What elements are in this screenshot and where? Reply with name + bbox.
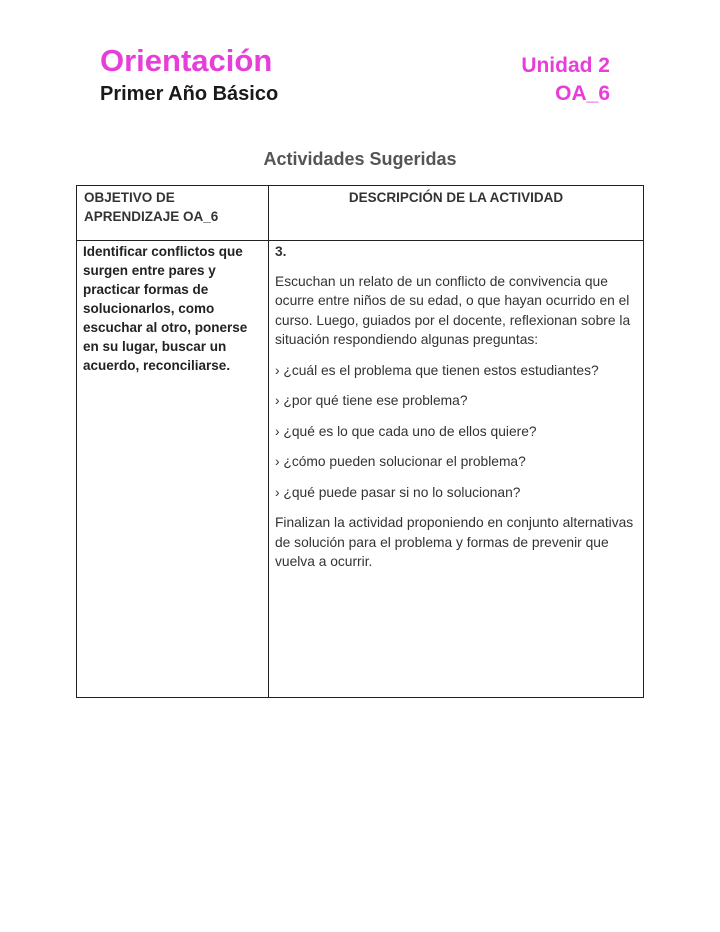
question-item: › ¿qué puede pasar si no lo solucionan?	[275, 484, 521, 500]
subject-title: Orientación	[100, 43, 273, 78]
question-item: › ¿qué es lo que cada uno de ellos quiere?	[275, 423, 537, 439]
grade-subtitle: Primer Año Básico	[100, 83, 279, 105]
activity-number: 3.	[275, 244, 287, 259]
header-description: DESCRIPCIÓN DE LA ACTIVIDAD	[269, 186, 644, 241]
header-right	[521, 52, 610, 107]
table-body-row	[77, 241, 644, 698]
unit-label: Unidad 2	[521, 54, 610, 77]
activity-description	[269, 241, 644, 698]
section-title: Actividades Sugeridas	[263, 149, 457, 169]
activity-intro: Escuchan un relato de un conflicto de convivencia que ocurre entre niños de su edad, o que hayan ocurrido en el curso. Luego, guiados por el docente, reflexionan sobre la situación respondiendo algunas preguntas:	[275, 273, 631, 347]
activity-table	[76, 185, 644, 698]
objective-text: Identificar conflictos que surgen entre pares y practicar formas de solucionarlos, como escuchar al otro, ponerse en su lugar, buscar un acuerdo, reconciliarse.	[77, 241, 269, 698]
header-left	[100, 42, 278, 107]
table-header-row	[77, 186, 644, 241]
oa-label: OA_6	[555, 82, 610, 105]
question-item: › ¿cuál es el problema que tienen estos estudiantes?	[275, 362, 599, 378]
question-item: › ¿por qué tiene ese problema?	[275, 393, 468, 408]
activity-closing: Finalizan la actividad proponiendo en conjunto alternativas de solución para el problema y formas de prevenir que vuelva a ocurrir.	[275, 515, 634, 569]
header-objective: OBJETIVO DE APRENDIZAJE OA_6	[77, 186, 269, 241]
question-item: › ¿cómo pueden solucionar el problema?	[275, 454, 526, 469]
